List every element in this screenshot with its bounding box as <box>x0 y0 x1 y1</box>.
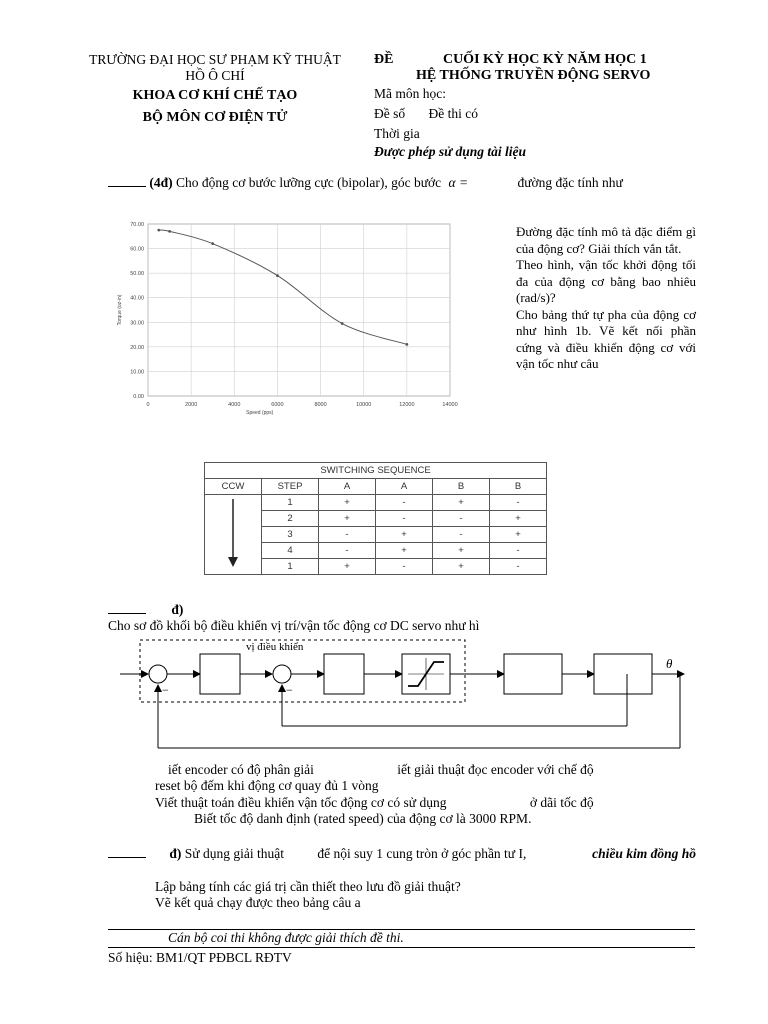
question-1-points: (4đ) <box>149 175 173 190</box>
step-cell: 4 <box>262 543 319 559</box>
motor-block <box>594 654 652 694</box>
phase-cell: + <box>433 543 490 559</box>
q2-item-c <box>155 795 594 811</box>
question-1-tail: đường đặc tính như <box>517 175 623 190</box>
y-tick-label: 0.00 <box>133 394 144 400</box>
question-1 <box>108 175 623 191</box>
position-controller-block <box>200 654 240 694</box>
header-left <box>60 52 370 128</box>
exam-pages: Đề thi có <box>428 106 478 121</box>
question-2-score <box>108 602 183 618</box>
q2-item-b-cont: reset bộ đếm khi động cơ quay đủ 1 vòng <box>155 778 379 793</box>
phase-cell: - <box>376 511 433 527</box>
department-name: BỘ MÔN CƠ ĐIỆN TỬ <box>142 110 288 125</box>
x-tick-label: 4000 <box>228 402 241 408</box>
school-name-line1: TRƯỜNG ĐẠI HỌC SƯ PHẠM KỸ THUẬT <box>89 52 341 67</box>
phase-cell: + <box>376 543 433 559</box>
x-tick-label: 2000 <box>185 402 198 408</box>
switching-sequence-table <box>204 462 547 575</box>
phase-cell: - <box>433 511 490 527</box>
data-point <box>211 242 214 245</box>
table-header: CCW <box>205 479 262 495</box>
x-axis-label: Speed (pps) <box>246 410 274 416</box>
data-point <box>276 274 279 277</box>
form-code: Số hiệu: BM1/QT PĐBCL RĐTV <box>108 950 292 965</box>
phase-cell: + <box>433 495 490 511</box>
school-name-line2: HỒ Ô CHÍ <box>185 68 245 83</box>
table-header: B <box>490 479 547 495</box>
question-3-text2: để nội suy 1 cung tròn ở góc phần tư I, <box>317 846 527 861</box>
data-point <box>405 343 408 346</box>
table-row <box>205 495 547 511</box>
x-tick-label: 0 <box>146 402 150 408</box>
faculty-name: KHOA CƠ KHÍ CHẾ TẠO <box>132 88 298 103</box>
controller-label: vị điều khiển <box>246 641 304 653</box>
exam-number: Đề số <box>374 106 406 121</box>
x-tick-label: 8000 <box>314 402 327 408</box>
question-3-text: Sử dụng giải thuật <box>184 846 284 861</box>
q2-item-c-note: Biết tốc độ danh định (rated speed) của động cơ là 3000 RPM. <box>194 811 532 826</box>
summing-junction-2 <box>273 665 291 683</box>
phase-cell: + <box>490 511 547 527</box>
down-arrow-icon <box>218 495 248 571</box>
phase-cell: + <box>433 559 490 575</box>
phase-cell: - <box>376 495 433 511</box>
minus-sign-1: − <box>162 683 169 697</box>
y-axis-label: Torque (oz-in) <box>117 294 123 326</box>
phase-cell: - <box>490 495 547 511</box>
torque-speed-chart <box>112 210 458 416</box>
step-cell: 2 <box>262 511 319 527</box>
q2-item-a <box>168 762 594 778</box>
x-tick-label: 14000 <box>442 402 458 408</box>
phase-cell: - <box>376 559 433 575</box>
phase-cell: + <box>319 495 376 511</box>
phase-cell: - <box>490 559 547 575</box>
data-point <box>168 230 171 233</box>
servo-block-diagram <box>112 636 692 756</box>
torque-speed-chart-svg <box>112 210 458 416</box>
subpart-c: Cho bảng thứ tự pha của động cơ như hình 1b. Vẽ kết nối phần cứng và điều khiển động cơ với vận tốc như câu <box>516 306 696 371</box>
exam-time: Thời gia <box>374 126 420 141</box>
question-1-subparts <box>516 224 696 373</box>
score-blank <box>108 603 146 614</box>
minus-sign-2: − <box>286 683 293 697</box>
phase-cell: - <box>433 527 490 543</box>
phase-cell: + <box>490 527 547 543</box>
block-diagram-svg <box>112 636 692 756</box>
phase-cell: + <box>376 527 433 543</box>
subpart-a: Đường đặc tính mô tả đặc điểm gì của động cơ? Giải thích vắn tắt. <box>516 224 696 256</box>
data-point <box>341 322 344 325</box>
footer-note: Cán bộ coi thi không được giải thích đề thi. <box>168 930 404 945</box>
step-cell: 1 <box>262 495 319 511</box>
alpha-symbol: α = <box>448 175 469 190</box>
q2-item-c-tail: ở dãi tốc độ <box>529 795 594 810</box>
phase-cell: + <box>319 511 376 527</box>
phase-cell: - <box>490 543 547 559</box>
step-cell: 1 <box>262 559 319 575</box>
driver-block <box>504 654 562 694</box>
question-2-points: đ) <box>171 602 184 617</box>
q3-item-b: Vẽ kết quả chạy được theo bảng câu a <box>155 895 361 910</box>
summing-junction-1 <box>149 665 167 683</box>
q2-item-b-text: iết giải thuật đọc encoder với chế độ <box>397 762 594 777</box>
q2-item-a-text: iết encoder có độ phân giải <box>168 762 314 777</box>
velocity-controller-block <box>324 654 364 694</box>
y-tick-label: 30.00 <box>130 320 144 327</box>
materials-note: Được phép sử dụng tài liệu <box>374 144 527 159</box>
phase-cell: + <box>319 559 376 575</box>
exam-label: ĐỀ <box>374 52 394 67</box>
table-header: A <box>319 479 376 495</box>
x-tick-label: 12000 <box>399 402 415 408</box>
header-right <box>374 52 704 160</box>
question-3-direction: chiều kim đồng hồ <box>592 846 696 861</box>
table-title: SWITCHING SEQUENCE <box>205 463 547 479</box>
step-cell: 3 <box>262 527 319 543</box>
x-tick-label: 6000 <box>271 402 284 408</box>
question-2-text: Cho sơ đồ khối bộ điều khiển vị trí/vận tốc động cơ DC servo như hì <box>108 618 480 633</box>
theta-output-label: θ <box>666 656 673 671</box>
subpart-b: Theo hình, vận tốc khởi động tối đa của động cơ bằng bao nhiêu (rad/s)? <box>516 257 696 305</box>
course-code: Mã môn học: <box>374 86 446 101</box>
question-1-text: Cho động cơ bước lưỡng cực (bipolar), góc bước <box>176 175 442 190</box>
footer-divider-bottom <box>108 947 695 948</box>
y-tick-label: 70.00 <box>130 222 144 228</box>
ccw-arrow-cell <box>205 495 262 575</box>
plot-area <box>148 224 450 396</box>
y-tick-label: 40.00 <box>130 295 144 302</box>
question-3-points: đ) <box>169 846 182 861</box>
y-tick-label: 20.00 <box>130 344 144 351</box>
phase-cell: - <box>319 543 376 559</box>
score-blank <box>108 176 146 187</box>
course-title: HỆ THỐNG TRUYỀN ĐỘNG SERVO <box>416 68 651 83</box>
y-tick-label: 10.00 <box>130 369 144 376</box>
exam-title: CUỐI KỲ HỌC KỲ NĂM HỌC 1 <box>442 52 647 67</box>
table-header: STEP <box>262 479 319 495</box>
y-tick-label: 50.00 <box>130 271 144 278</box>
table-header: A <box>376 479 433 495</box>
table-header: B <box>433 479 490 495</box>
data-point <box>157 229 160 232</box>
q2-item-c-text: Viết thuật toán điều khiển vận tốc động cơ có sử dụng <box>155 795 447 810</box>
x-tick-label: 10000 <box>356 402 372 408</box>
q3-item-a: Lập bảng tính các giá trị cần thiết theo lưu đồ giải thuật? <box>155 879 461 894</box>
phase-cell: - <box>319 527 376 543</box>
y-tick-label: 60.00 <box>130 246 144 253</box>
